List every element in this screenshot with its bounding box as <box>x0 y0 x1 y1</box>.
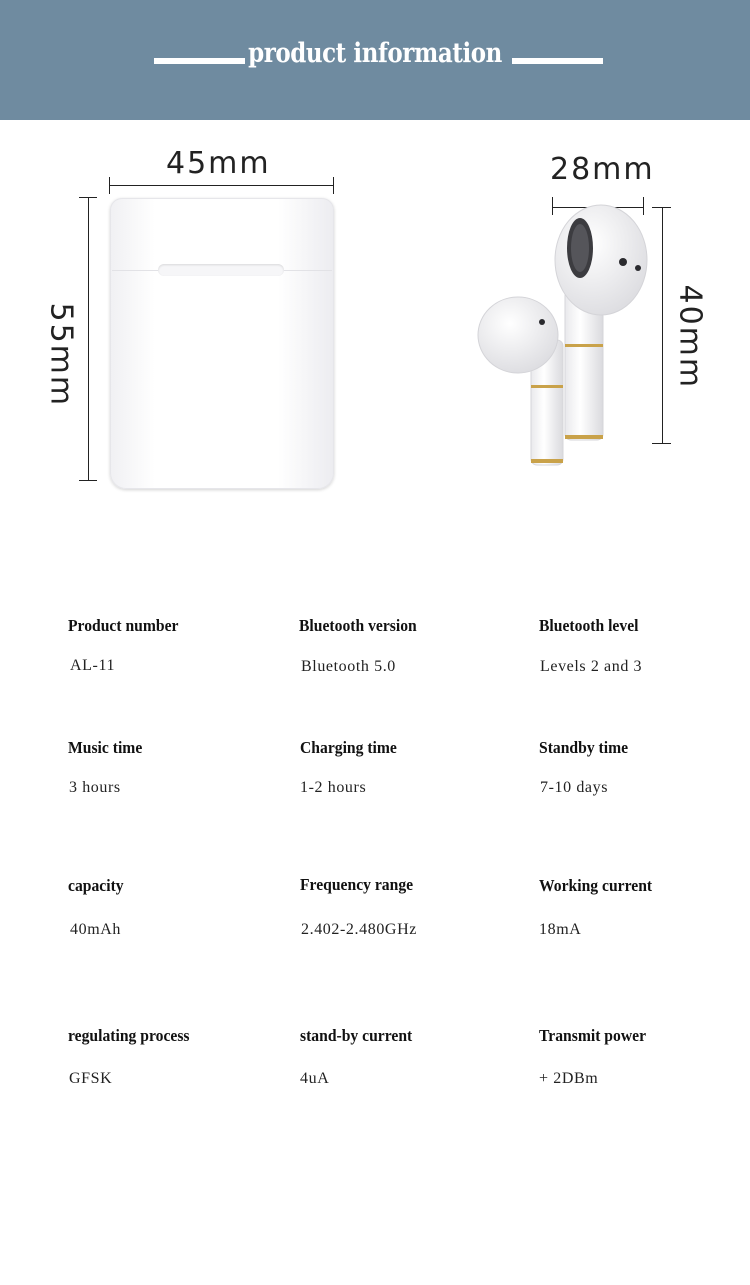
earbud-width-label: 28mm <box>550 152 655 187</box>
case-width-tick-right <box>333 177 334 194</box>
spec-value-frequency-range: 2.402-2.480GHz <box>301 921 417 938</box>
spec-label-product-number: Product number <box>68 616 179 635</box>
case-width-tick-left <box>109 177 110 194</box>
spec-label-capacity: capacity <box>68 876 124 895</box>
case-slot <box>158 264 284 276</box>
earbud-height-line <box>662 207 663 444</box>
earbud-right <box>555 205 647 440</box>
spec-label-standby-time: Standby time <box>539 738 629 757</box>
spec-value-product-number: AL-11 <box>70 657 116 674</box>
spec-value-capacity: 40mAh <box>70 921 121 938</box>
header-right-rule <box>512 58 603 64</box>
case-width-line <box>110 185 334 186</box>
spec-value-transmit-power: + 2DBm <box>539 1070 599 1087</box>
case-height-label: 55mm <box>43 302 79 408</box>
spec-value-bluetooth-version: Bluetooth 5.0 <box>301 658 396 675</box>
spec-label-frequency-range: Frequency range <box>300 875 414 894</box>
spec-value-charging-time: 1-2 hours <box>300 779 367 796</box>
spec-label-regulating-process: regulating process <box>68 1026 190 1045</box>
header-banner <box>0 0 750 120</box>
charging-case-image <box>110 198 334 489</box>
earbud-left <box>478 297 563 465</box>
spec-value-working-current: 18mA <box>539 921 582 938</box>
spec-label-working-current: Working current <box>539 876 653 895</box>
spec-label-bluetooth-level: Bluetooth level <box>539 616 639 635</box>
case-height-tick-top <box>79 197 97 198</box>
spec-value-standby-current: 4uA <box>300 1070 330 1087</box>
earbuds-image <box>470 200 660 475</box>
spec-value-music-time: 3 hours <box>69 779 121 796</box>
spec-value-standby-time: 7-10 days <box>540 779 609 796</box>
spec-label-bluetooth-version: Bluetooth version <box>299 616 417 635</box>
spec-label-music-time: Music time <box>68 738 143 757</box>
spec-value-bluetooth-level: Levels 2 and 3 <box>540 658 643 675</box>
spec-label-charging-time: Charging time <box>300 738 397 757</box>
spec-label-standby-current: stand-by current <box>300 1026 413 1045</box>
case-width-label: 45mm <box>166 146 271 181</box>
earbud-height-label: 40mm <box>672 284 708 390</box>
case-height-line <box>88 197 89 480</box>
page-title: product information <box>248 38 502 69</box>
spec-label-transmit-power: Transmit power <box>539 1026 647 1045</box>
case-height-tick-bottom <box>79 480 97 481</box>
spec-value-regulating-process: GFSK <box>69 1070 113 1087</box>
